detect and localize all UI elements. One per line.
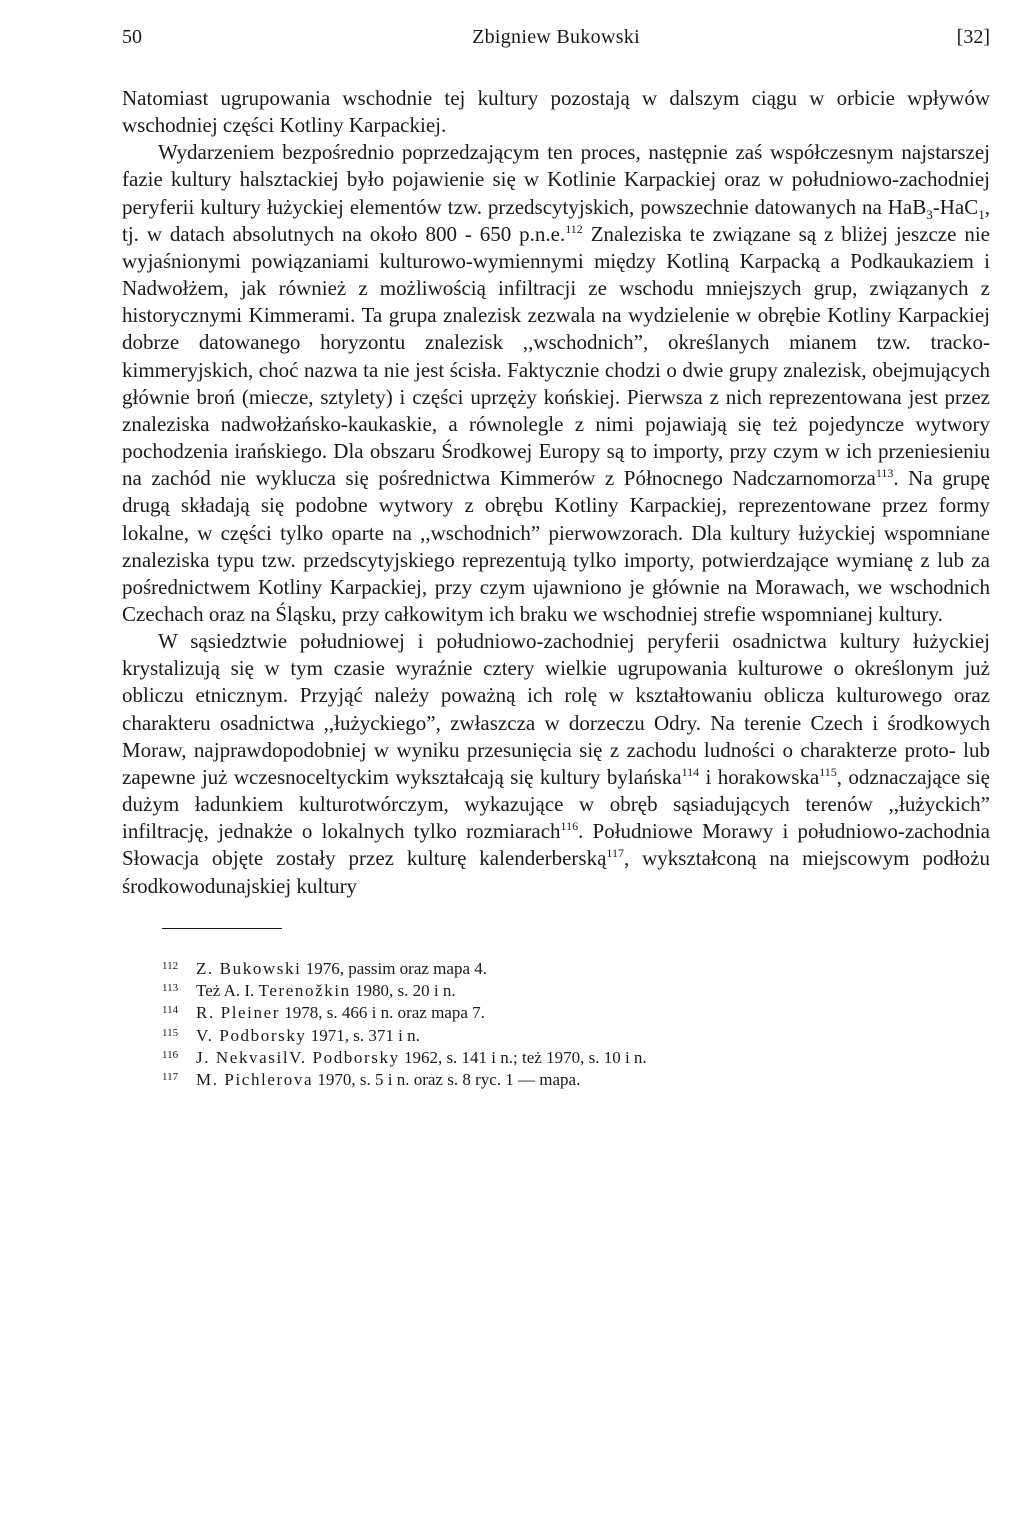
footnote-text: 1978, s. 466 i n. oraz mapa 7.: [280, 1003, 485, 1023]
footnote-text: 1976, passim oraz mapa 4.: [301, 959, 487, 978]
footnote: 116 J. NekvasilV. Podborsky 1962, s. 141 i n.; też 1970, s. 10 i n.: [162, 1047, 647, 1067]
footnote-author: M. Pichlerova: [196, 1070, 314, 1090]
footnote: 113 Też A. I. Terenožkin 1980, s. 20 i n.: [162, 981, 456, 1001]
footnote-reference: 112: [565, 221, 583, 236]
text-run: Znaleziska te związane są z bliżej jeszcze nie wyjaśnionymi powiązaniami kulturowo-wymiennymi między Kotliną Karpacką a Podkaukaziem i Nadwołżem, jak również z możliwością infiltracji ze wschodu mniejszych grup, związanych z historycznymi Kimmerami. Ta grupa znalezisk zezwala na wydzielenie w obrębie Kotliny Karpackiej dobrze datowanego horyzontu znalezisk ,,wschodnich”, określanych mianem tzw. tracko-kimmeryjskich, choć nazwa ta nie jest ścisła. Faktycznie chodzi o dwie grupy znalezisk, obejmujących głównie broń (miecze, sztylety) i części uprzęży końskiej. Pierwsza z nich reprezentowana jest przez znaleziska nadwołżańsko-kaukaskie, a równolegle z nimi pojawiają się też pojedyncze wytwory pochodzenia irańskiego. Dla obszaru Środkowej Europy są to importy, przy czym w ich przeniesieniu na zachód nie wyklucza się pośrednictwa Kimmerów z Północnego Nadczarnomorza: [122, 221, 990, 491]
running-head: [122, 22, 990, 52]
text-run: Natomiast ugrupowania wschodnie tej kultury pozostają w dalszym ciągu w orbicie wpływów wschodniej części Kotliny Karpackiej.: [122, 86, 990, 138]
footnotes: [162, 958, 922, 1091]
paragraph: [122, 85, 990, 139]
footnote-text: 1970, s. 5 i n. oraz s. 8 ryc. 1 — mapa.: [313, 1070, 581, 1090]
body-text: [122, 85, 990, 900]
text-run: , odznaczające się dużym ładunkiem kulturotwórczym, wykazujące w obręb sąsiadujących terenów ,,łużyckich” infiltrację, jednakże o lokalnych tylko rozmiarach: [122, 764, 991, 844]
footnote-author: Terenožkin: [258, 981, 351, 1001]
text-run: Wydarzeniem bezpośrednio poprzedzającym ten proces, następnie zaś współczesnym najstarszej fazie kultury halsztackiej było pojawienie się w Kotlinie Karpackiej oraz w południowo-zachodniej peryferii kultury łużyckiej elementów tzw. przedscytyjskich, powszechnie datowanych na HaB: [122, 140, 990, 219]
text-run: W sąsiedztwie południowej i południowo-zachodniej peryferii osadnictwa kultury łużyckiej krystalizują się w tym czasie wyraźnie cztery wielkie ugrupowania kulturowe o określonym już obliczu etnicznym. Przyjąć należy poważną ich rolę w kształtowaniu oblicza kulturowego oraz charakteru osadnictwa ,,łużyckiego”, zwłaszcza w dorzeczu Odry. Na terenie Czech i środkowych Moraw, najprawdopodobniej w wyniku przesunięcia się z zachodu ludności o charakterze proto- lub zapewne już wczesnoceltyckim wykształcają się kultury bylańska: [122, 629, 990, 789]
footnote-reference: 117: [606, 846, 624, 861]
footnote-author: V. Podborsky: [289, 1047, 400, 1067]
footnote: 117 M. Pichlerova 1970, s. 5 i n. oraz s. 8 ryc. 1 — mapa.: [162, 1070, 581, 1090]
footnote-author: Z. Bukowski: [196, 959, 302, 978]
footnote-reference: 113: [875, 466, 894, 481]
text-run: -HaC: [932, 194, 979, 219]
paragraph: [122, 628, 990, 900]
footnote-text: 1970, s. 10 i n.: [546, 1047, 647, 1067]
text-run: , tj. w datach absolutnych na około 800 - 650 p.n.e.: [122, 194, 990, 246]
footnote-author: V. Podborsky: [196, 1025, 307, 1045]
footnote-reference: 115: [819, 764, 837, 779]
footnote-text: 1962, s. 141 i n.; też: [399, 1047, 547, 1067]
text-run: , wykształconą na miejscowym podłożu środkowodunajskiej kultury: [122, 846, 990, 898]
footnote-text: 1971, s. 371 i n.: [306, 1025, 420, 1045]
text-run: i horakowska: [699, 764, 820, 789]
subscript: 1: [978, 206, 985, 222]
section-number: [32]: [956, 26, 990, 48]
footnote: 112 Z. Bukowski 1976, passim oraz mapa 4.: [162, 959, 487, 978]
footnote-author: J. Nekvasil: [196, 1047, 290, 1067]
page-number: 50: [122, 26, 142, 48]
footnote: 114 R. Pleiner 1978, s. 466 i n. oraz mapa 7.: [162, 1003, 485, 1023]
text-run: . Na grupę drugą składają się podobne wytwory z obrębu Kotliny Karpackiej, reprezentowane przez formy lokalne, w części tylko oparte na ,,wschodnich” pierwowzorach. Dla kultury łużyckiej wspomniane znaleziska typu tzw. przedscytyjskiego reprezentują tylko importy, potwierdzające wymianę z lub za pośrednictwem Kotliny Karpackiej, przy czym ujawniono je głównie na Morawach, we wschodnich Czechach oraz na Śląsku, przy całkowitym ich braku we wschodniej strefie wspomnianej kultury.: [122, 466, 990, 626]
footnote-reference: 114: [681, 764, 700, 779]
subscript: 3: [926, 206, 933, 222]
footnote-text: Też A. I.: [196, 981, 259, 1001]
footnote-divider: [162, 928, 282, 929]
footnote: 115 V. Podborsky 1971, s. 371 i n.: [162, 1025, 420, 1045]
running-head-author: Zbigniew Bukowski: [472, 26, 640, 48]
paragraph: [122, 139, 990, 628]
footnote-author: R. Pleiner: [196, 1003, 280, 1023]
footnote-text: 1980, s. 20 i n.: [350, 981, 456, 1001]
text-run: . Południowe Morawy i południowo-zachodnia Słowacja objęte zostały przez kulturę kalenderberską: [122, 819, 990, 871]
footnote-reference: 116: [560, 819, 579, 834]
